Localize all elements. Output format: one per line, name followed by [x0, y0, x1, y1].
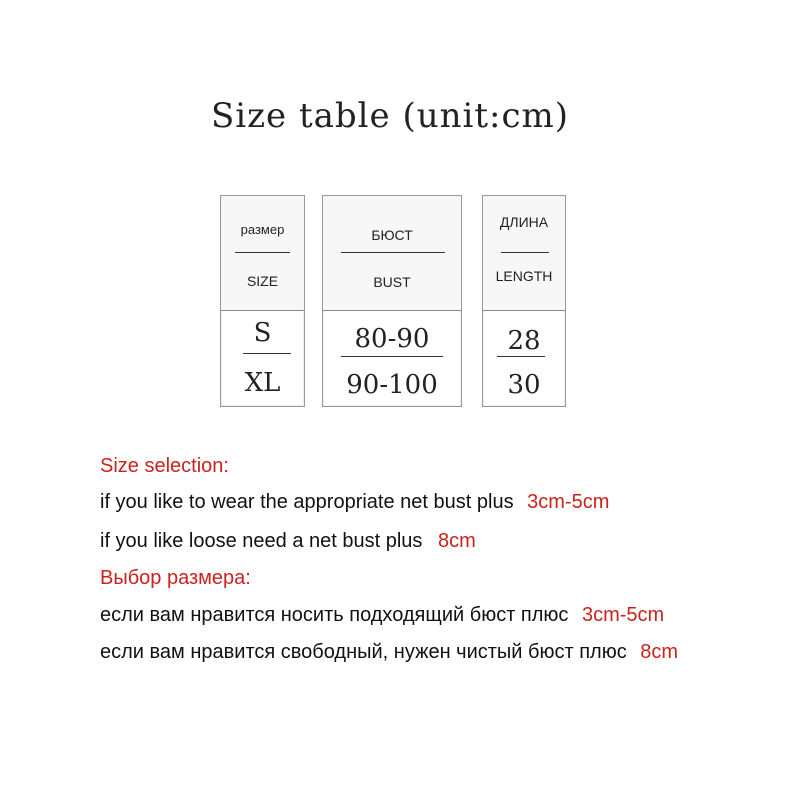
size-value-1: S: [253, 318, 272, 348]
size-header-divider: [235, 252, 290, 253]
size-row-divider: [243, 353, 291, 354]
size-column: [220, 195, 305, 407]
length-header-ru: ДЛИНА: [499, 214, 549, 230]
note-en-1-text: if you like to wear the appropriate net bust plus: [100, 491, 514, 513]
note-ru-2-value: 8cm: [640, 641, 679, 663]
note-ru-1-text: если вам нравится носить подходящий бюст плюс: [100, 604, 569, 626]
note-line-ru-1: [100, 604, 664, 626]
note-en-2-text: if you like loose need a net bust plus: [100, 530, 423, 552]
bust-value-1: 80-90: [354, 324, 430, 354]
note-en-2-value: 8cm: [438, 530, 476, 552]
bust-column-header: [323, 196, 461, 311]
note-ru-2-text: если вам нравится свободный, нужен чистый бюст плюс: [100, 641, 627, 663]
bust-header-en: BUST: [373, 274, 411, 290]
note-en-1-value: 3cm-5cm: [527, 491, 610, 513]
bust-row-divider: [341, 356, 443, 357]
size-header-en: SIZE: [246, 273, 279, 289]
bust-header-divider: [341, 252, 445, 253]
note-line-en-1: [100, 491, 609, 513]
note-ru-1-value: 3cm-5cm: [581, 604, 665, 626]
length-column-header: [483, 196, 565, 311]
size-selection-heading-ru: Выбор размера:: [100, 567, 251, 589]
note-line-en-2: [100, 530, 476, 552]
note-line-ru-2: [100, 641, 678, 663]
length-header-divider: [501, 252, 549, 253]
size-header-ru: размер: [240, 222, 285, 237]
length-row-divider: [497, 356, 545, 357]
length-column: [482, 195, 566, 407]
bust-header-ru: БЮСТ: [371, 227, 413, 243]
length-value-1: 28: [507, 326, 541, 356]
bust-column: [322, 195, 462, 407]
bust-value-2: 90-100: [346, 370, 438, 400]
size-table-title: Size table (unit:cm): [210, 96, 570, 136]
size-selection-heading-en: Size selection:: [100, 455, 229, 477]
length-value-2: 30: [507, 370, 541, 400]
size-column-header: [221, 196, 304, 311]
length-header-en: LENGTH: [495, 268, 553, 284]
size-value-2: XL: [244, 368, 281, 398]
